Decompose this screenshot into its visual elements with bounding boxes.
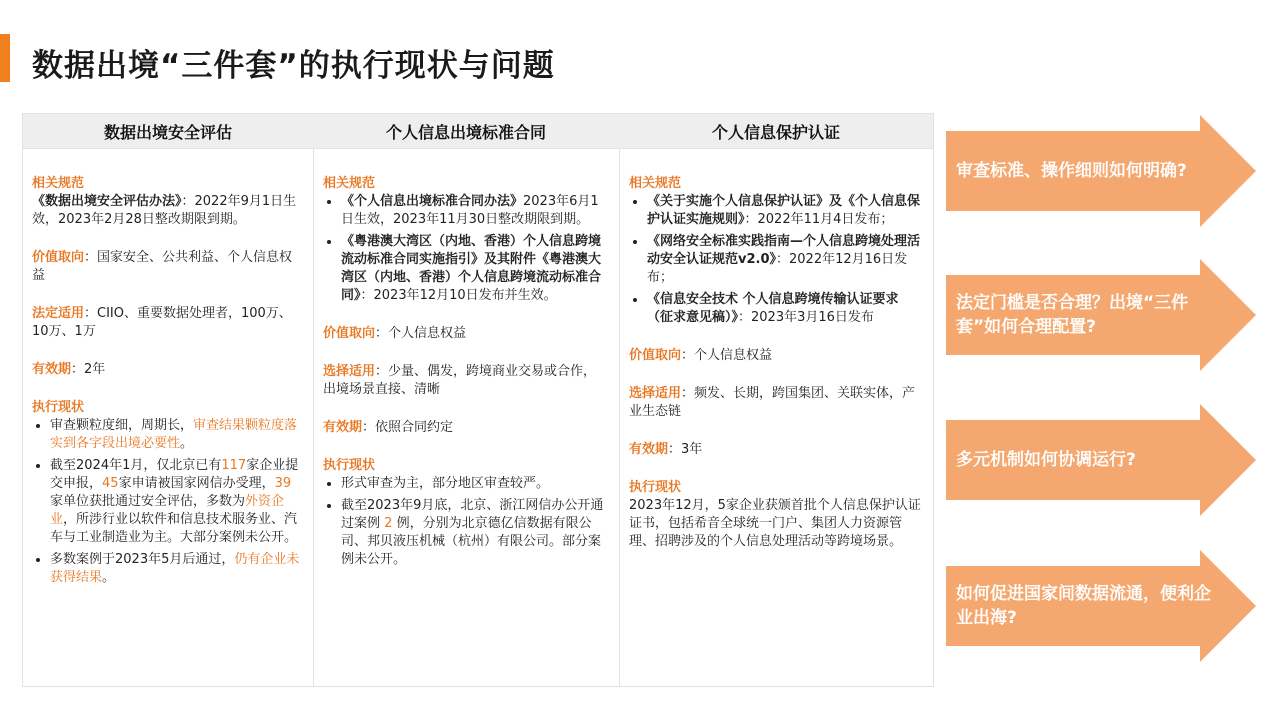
- column-standard-contract: [314, 148, 619, 686]
- column-header-certification: 个人信息保护认证: [619, 114, 933, 148]
- column-header-standard-contract: 个人信息出境标准合同: [313, 114, 619, 148]
- scope-label: 法定适用: [32, 306, 85, 321]
- basis-regulation: 《网络安全标准实践指南—个人信息跨境处理活动安全认证规范v2.0》: [647, 234, 921, 267]
- validity-label: 有效期: [629, 442, 669, 457]
- question-arrow-3: [946, 404, 1256, 516]
- status-text: 形式审查为主，部分地区审查较严。: [341, 476, 550, 491]
- basis-regulation: 《个人信息出境标准合同办法》: [341, 194, 524, 209]
- status-list: [323, 475, 609, 569]
- value-label: 价值取向: [323, 326, 376, 341]
- status-text: 多数案例于2023年5月后通过，: [50, 552, 235, 567]
- basis-regulation: 《信息安全技术 个人信息跨境传输认证要求（征求意见稿）》: [647, 292, 899, 325]
- basis-item: [647, 233, 923, 287]
- basis-label: 相关规范: [323, 176, 376, 191]
- basis-item: [341, 193, 609, 229]
- status-label: 执行现状: [629, 480, 682, 495]
- status-item: [341, 497, 609, 569]
- basis-item: [647, 291, 923, 327]
- value-label: 价值取向: [629, 348, 682, 363]
- question-text: 审查标准、操作细则如何明确?: [956, 161, 1187, 181]
- validity-text: ：依照合同约定: [362, 420, 454, 435]
- column-security-assessment: [23, 148, 313, 686]
- basis-detail: ：2023年3月16日发布: [738, 310, 874, 325]
- basis-list: [323, 193, 609, 305]
- question-text: 如何促进国家间数据流通，便利企业出海?: [956, 584, 1211, 628]
- status-text: 家企业提交申报，: [50, 458, 299, 491]
- basis-detail: ：2022年11月4日发布；: [744, 212, 894, 227]
- comparison-table: [22, 113, 934, 687]
- status-text: 截至2023年9月底，北京、浙江网信办公开通过案例: [341, 498, 604, 531]
- page-title: 数据出境“三件套”的执行现状与问题: [32, 48, 555, 84]
- validity-text: ：2年: [71, 362, 106, 377]
- status-highlight: 117: [221, 458, 247, 473]
- scope-section: [323, 363, 609, 399]
- status-section: [323, 457, 609, 569]
- scope-label: 选择适用: [629, 386, 682, 401]
- scope-text: ：少量、偶发，跨境商业交易或合作，出境场景直接、清晰: [323, 364, 597, 397]
- basis-detail: 2023年6月1日生效，2023年11月30日整改期限到期。: [341, 194, 599, 227]
- status-highlight: 审查结果颗粒度落实到各字段出境必要性: [50, 418, 298, 451]
- basis-section: [32, 175, 303, 229]
- status-text: 审查颗粒度细，周期长，: [50, 418, 194, 433]
- column-header-security-assessment: 数据出境安全评估: [23, 114, 313, 148]
- scope-label: 选择适用: [323, 364, 376, 379]
- basis-item: [647, 193, 923, 229]
- basis-detail: ：2022年12月16日发布；: [647, 252, 908, 285]
- status-highlight: 39: [274, 476, 292, 491]
- value-text: ：国家安全、公共利益、个人信息权益: [32, 250, 293, 283]
- basis-list: [629, 193, 923, 327]
- status-text: 家单位获批通过安全评估，多数为: [50, 494, 246, 509]
- question-arrow-2: [946, 259, 1256, 371]
- value-section: [32, 249, 303, 285]
- status-label: 执行现状: [32, 400, 85, 415]
- status-highlight: 仍有企业未获得结果: [50, 552, 300, 585]
- status-section: [32, 399, 303, 587]
- validity-section: [323, 419, 609, 437]
- basis-regulation: 《粤港澳大湾区（内地、香港）个人信息跨境流动标准合同实施指引》及其附件《粤港澳大湾区（内地、香港）个人信息跨境流动标准合同》: [341, 234, 602, 303]
- basis-section: [323, 175, 609, 305]
- value-text: ：个人信息权益: [375, 326, 467, 341]
- status-highlight: 2: [380, 516, 397, 531]
- status-item: [50, 417, 303, 453]
- status-text: 家申请被国家网信办受理，: [118, 476, 275, 491]
- value-label: 价值取向: [32, 250, 85, 265]
- value-section: [323, 325, 609, 343]
- basis-detail: ：2022年9月1日生效，2023年2月28日整改期限到期。: [32, 194, 297, 227]
- status-section: [629, 479, 923, 551]
- basis-label: 相关规范: [32, 176, 85, 191]
- value-section: [629, 347, 923, 365]
- status-text: 2023年12月，5家企业获颁首批个人信息保护认证证书，包括希音全球统一门户、集团人力资源管理、招聘涉及的个人信息处理活动等跨境场景。: [629, 498, 921, 549]
- status-item: [50, 551, 303, 587]
- scope-text: ：频发、长期，跨国集团、关联实体，产业生态链: [629, 386, 916, 419]
- status-text: 。: [102, 570, 116, 585]
- title-accent-bar: [0, 34, 10, 82]
- status-label: 执行现状: [323, 458, 376, 473]
- question-text: 多元机制如何协调运行?: [956, 450, 1136, 470]
- status-text: 例，分别为北京德亿信数据有限公司、邦贝液压机械（杭州）有限公司。部分案例未公开。: [341, 516, 602, 567]
- column-certification: [620, 148, 933, 686]
- question-text: 法定门槛是否合理？出境“三件套”如何合理配置?: [956, 293, 1189, 337]
- status-highlight: 45: [102, 476, 119, 491]
- basis-label: 相关规范: [629, 176, 682, 191]
- status-text: 。: [180, 436, 194, 451]
- status-text: ，所涉行业以软件和信息技术服务业、汽车与工业制造业为主。大部分案例未公开。: [50, 512, 298, 545]
- validity-section: [629, 441, 923, 459]
- basis-text: [32, 193, 303, 229]
- status-item: [50, 457, 303, 547]
- basis-detail: ：2023年12月10日发布并生效。: [360, 288, 557, 303]
- validity-label: 有效期: [323, 420, 363, 435]
- question-arrow-4: [946, 550, 1256, 662]
- basis-item: [341, 233, 609, 305]
- validity-text: ：3年: [668, 442, 703, 457]
- validity-section: [32, 361, 303, 379]
- validity-label: 有效期: [32, 362, 72, 377]
- basis-section: [629, 175, 923, 327]
- value-text: ：个人信息权益: [681, 348, 773, 363]
- status-list: [32, 417, 303, 587]
- scope-text: ：CIIO、重要数据处理者，100万、10万、1万: [32, 306, 292, 339]
- scope-section: [629, 385, 923, 421]
- basis-regulation: 《关于实施个人信息保护认证》及《个人信息保护认证实施规则》: [647, 194, 921, 227]
- status-item: [341, 475, 609, 493]
- status-text: 截至2024年1月，仅北京已有: [50, 458, 222, 473]
- status-highlight: 外资企业: [50, 494, 285, 527]
- basis-regulation: 《数据出境安全评估办法》: [32, 194, 182, 209]
- scope-section: [32, 305, 303, 341]
- question-arrow-1: [946, 115, 1256, 227]
